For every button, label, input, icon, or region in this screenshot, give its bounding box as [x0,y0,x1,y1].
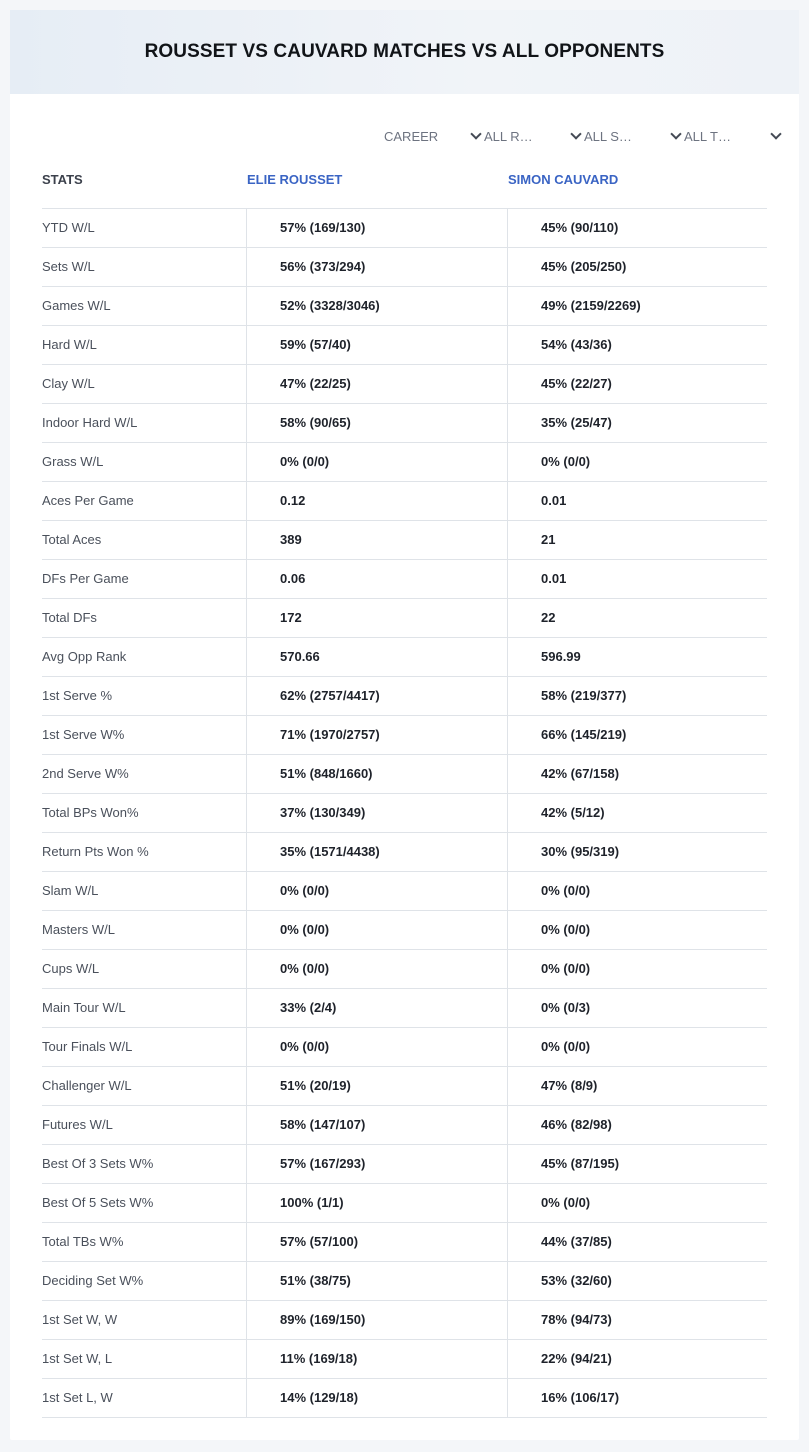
player1-value: 0% (0/0) [246,911,507,949]
table-row [42,287,767,326]
player1-value: 100% (1/1) [246,1184,507,1222]
player1-value: 11% (169/18) [246,1340,507,1378]
table-row [42,638,767,677]
player2-value: 0% (0/0) [507,1028,767,1066]
stat-label: Tour Finals W/L [42,1039,133,1054]
player1-value: 0% (0/0) [246,872,507,910]
table-row [42,209,767,248]
player1-value: 57% (169/130) [246,209,507,247]
stat-label: Main Tour W/L [42,1000,126,1015]
table-row [42,1262,767,1301]
player2-value: 53% (32/60) [507,1262,767,1300]
player2-value: 0% (0/0) [507,1184,767,1222]
player1-value: 51% (848/1660) [246,755,507,793]
table-row [42,1145,767,1184]
stat-label: Cups W/L [42,961,100,976]
table-row [42,1379,767,1418]
player1-value: 35% (1571/4438) [246,833,507,871]
stat-label: Return Pts Won % [42,844,149,859]
stat-label: YTD W/L [42,220,95,235]
table-row [42,833,767,872]
stat-label: Deciding Set W% [42,1273,144,1288]
player2-value: 54% (43/36) [507,326,767,364]
stat-label: DFs Per Game [42,571,129,586]
rounds-select-value: ALL R… [484,128,533,144]
stats-column-header: STATS [42,172,83,187]
player2-value: 0% (0/3) [507,989,767,1027]
chevron-down-icon [770,128,781,139]
table-row [42,599,767,638]
stat-label: Clay W/L [42,376,95,391]
player2-value: 16% (106/17) [507,1379,767,1417]
stat-label: 1st Set W, W [42,1312,118,1327]
table-row [42,1340,767,1379]
stat-label: Futures W/L [42,1117,113,1132]
player2-value: 0% (0/0) [507,443,767,481]
player1-value: 52% (3328/3046) [246,287,507,325]
page-title: ROUSSET VS CAUVARD MATCHES VS ALL OPPONENTS [144,41,665,62]
table-row [42,560,767,599]
stat-label: Total TBs W% [42,1234,124,1249]
rounds-select[interactable] [484,125,584,147]
table-row [42,755,767,794]
filter-bar [384,125,784,147]
surfaces-select[interactable] [584,125,684,147]
player1-link[interactable]: ELIE ROUSSET [247,172,343,187]
tournaments-select[interactable] [684,125,784,147]
player2-value: 78% (94/73) [507,1301,767,1339]
stat-label: Aces Per Game [42,493,134,508]
table-row [42,482,767,521]
stat-label: Best Of 5 Sets W% [42,1195,154,1210]
player2-value: 45% (90/110) [507,209,767,247]
player1-value: 172 [246,599,507,637]
table-row [42,404,767,443]
player1-value: 57% (167/293) [246,1145,507,1183]
player2-value: 45% (87/195) [507,1145,767,1183]
stat-label: Slam W/L [42,883,99,898]
stat-label: Hard W/L [42,337,97,352]
stat-label: 1st Set W, L [42,1351,113,1366]
player2-value: 0.01 [507,482,767,520]
card-header [10,10,799,94]
player2-value: 42% (5/12) [507,794,767,832]
stat-label: 1st Serve W% [42,727,125,742]
stat-label: Avg Opp Rank [42,649,127,664]
table-row [42,443,767,482]
player1-value: 71% (1970/2757) [246,716,507,754]
table-row [42,794,767,833]
table-row [42,989,767,1028]
player2-value: 21 [507,521,767,559]
stats-card [10,10,799,1440]
player1-value: 57% (57/100) [246,1223,507,1261]
table-row [42,1223,767,1262]
player1-value: 389 [246,521,507,559]
stat-label: Sets W/L [42,259,95,274]
table-row [42,521,767,560]
player1-value: 59% (57/40) [246,326,507,364]
player1-value: 62% (2757/4417) [246,677,507,715]
player1-value: 37% (130/349) [246,794,507,832]
table-row [42,365,767,404]
player2-value: 596.99 [507,638,767,676]
player1-value: 51% (38/75) [246,1262,507,1300]
table-row [42,677,767,716]
table-row [42,1301,767,1340]
table-row [42,716,767,755]
stat-label: Challenger W/L [42,1078,132,1093]
chevron-down-icon [670,128,681,139]
surfaces-select-value: ALL S… [584,128,632,144]
table-row [42,326,767,365]
player1-value: 14% (129/18) [246,1379,507,1417]
player1-value: 58% (147/107) [246,1106,507,1144]
chevron-down-icon [470,128,481,139]
player1-value: 0.12 [246,482,507,520]
player1-value: 0% (0/0) [246,443,507,481]
table-row [42,248,767,287]
stat-label: Masters W/L [42,922,115,937]
player2-value: 0% (0/0) [507,911,767,949]
stat-label: Total DFs [42,610,97,625]
player2-value: 44% (37/85) [507,1223,767,1261]
player1-value: 51% (20/19) [246,1067,507,1105]
player2-value: 42% (67/158) [507,755,767,793]
stat-label: Total BPs Won% [42,805,139,820]
stat-label: 1st Serve % [42,688,113,703]
stat-label: 2nd Serve W% [42,766,129,781]
stat-label: Total Aces [42,532,102,547]
player1-value: 0% (0/0) [246,1028,507,1066]
player2-value: 58% (219/377) [507,677,767,715]
stat-label: Indoor Hard W/L [42,415,138,430]
player1-value: 58% (90/65) [246,404,507,442]
player2-value: 46% (82/98) [507,1106,767,1144]
table-row [42,950,767,989]
player1-value: 570.66 [246,638,507,676]
player1-value: 0% (0/0) [246,950,507,988]
player2-link[interactable]: SIMON CAUVARD [508,172,619,187]
table-row [42,1184,767,1223]
player2-value: 45% (205/250) [507,248,767,286]
player2-value: 45% (22/27) [507,365,767,403]
player1-value: 47% (22/25) [246,365,507,403]
player2-value: 0% (0/0) [507,950,767,988]
table-row [42,1028,767,1067]
player2-value: 30% (95/319) [507,833,767,871]
chevron-down-icon [570,128,581,139]
table-row [42,872,767,911]
table-row [42,1106,767,1145]
player2-value: 66% (145/219) [507,716,767,754]
player2-value: 22% (94/21) [507,1340,767,1378]
player2-value: 22 [507,599,767,637]
player1-value: 89% (169/150) [246,1301,507,1339]
stat-label: 1st Set L, W [42,1390,113,1405]
table-row [42,1067,767,1106]
stat-label: Best Of 3 Sets W% [42,1156,154,1171]
player1-value: 33% (2/4) [246,989,507,1027]
table-row [42,911,767,950]
stats-table [42,208,767,1418]
tournaments-select-value: ALL T… [684,128,731,144]
player2-value: 47% (8/9) [507,1067,767,1105]
player1-value: 56% (373/294) [246,248,507,286]
player2-value: 35% (25/47) [507,404,767,442]
player2-value: 0.01 [507,560,767,598]
player2-value: 0% (0/0) [507,872,767,910]
period-select[interactable] [384,125,484,147]
stat-label: Grass W/L [42,454,104,469]
period-select-value: CAREER [384,128,439,144]
player1-value: 0.06 [246,560,507,598]
player2-value: 49% (2159/2269) [507,287,767,325]
stat-label: Games W/L [42,298,111,313]
